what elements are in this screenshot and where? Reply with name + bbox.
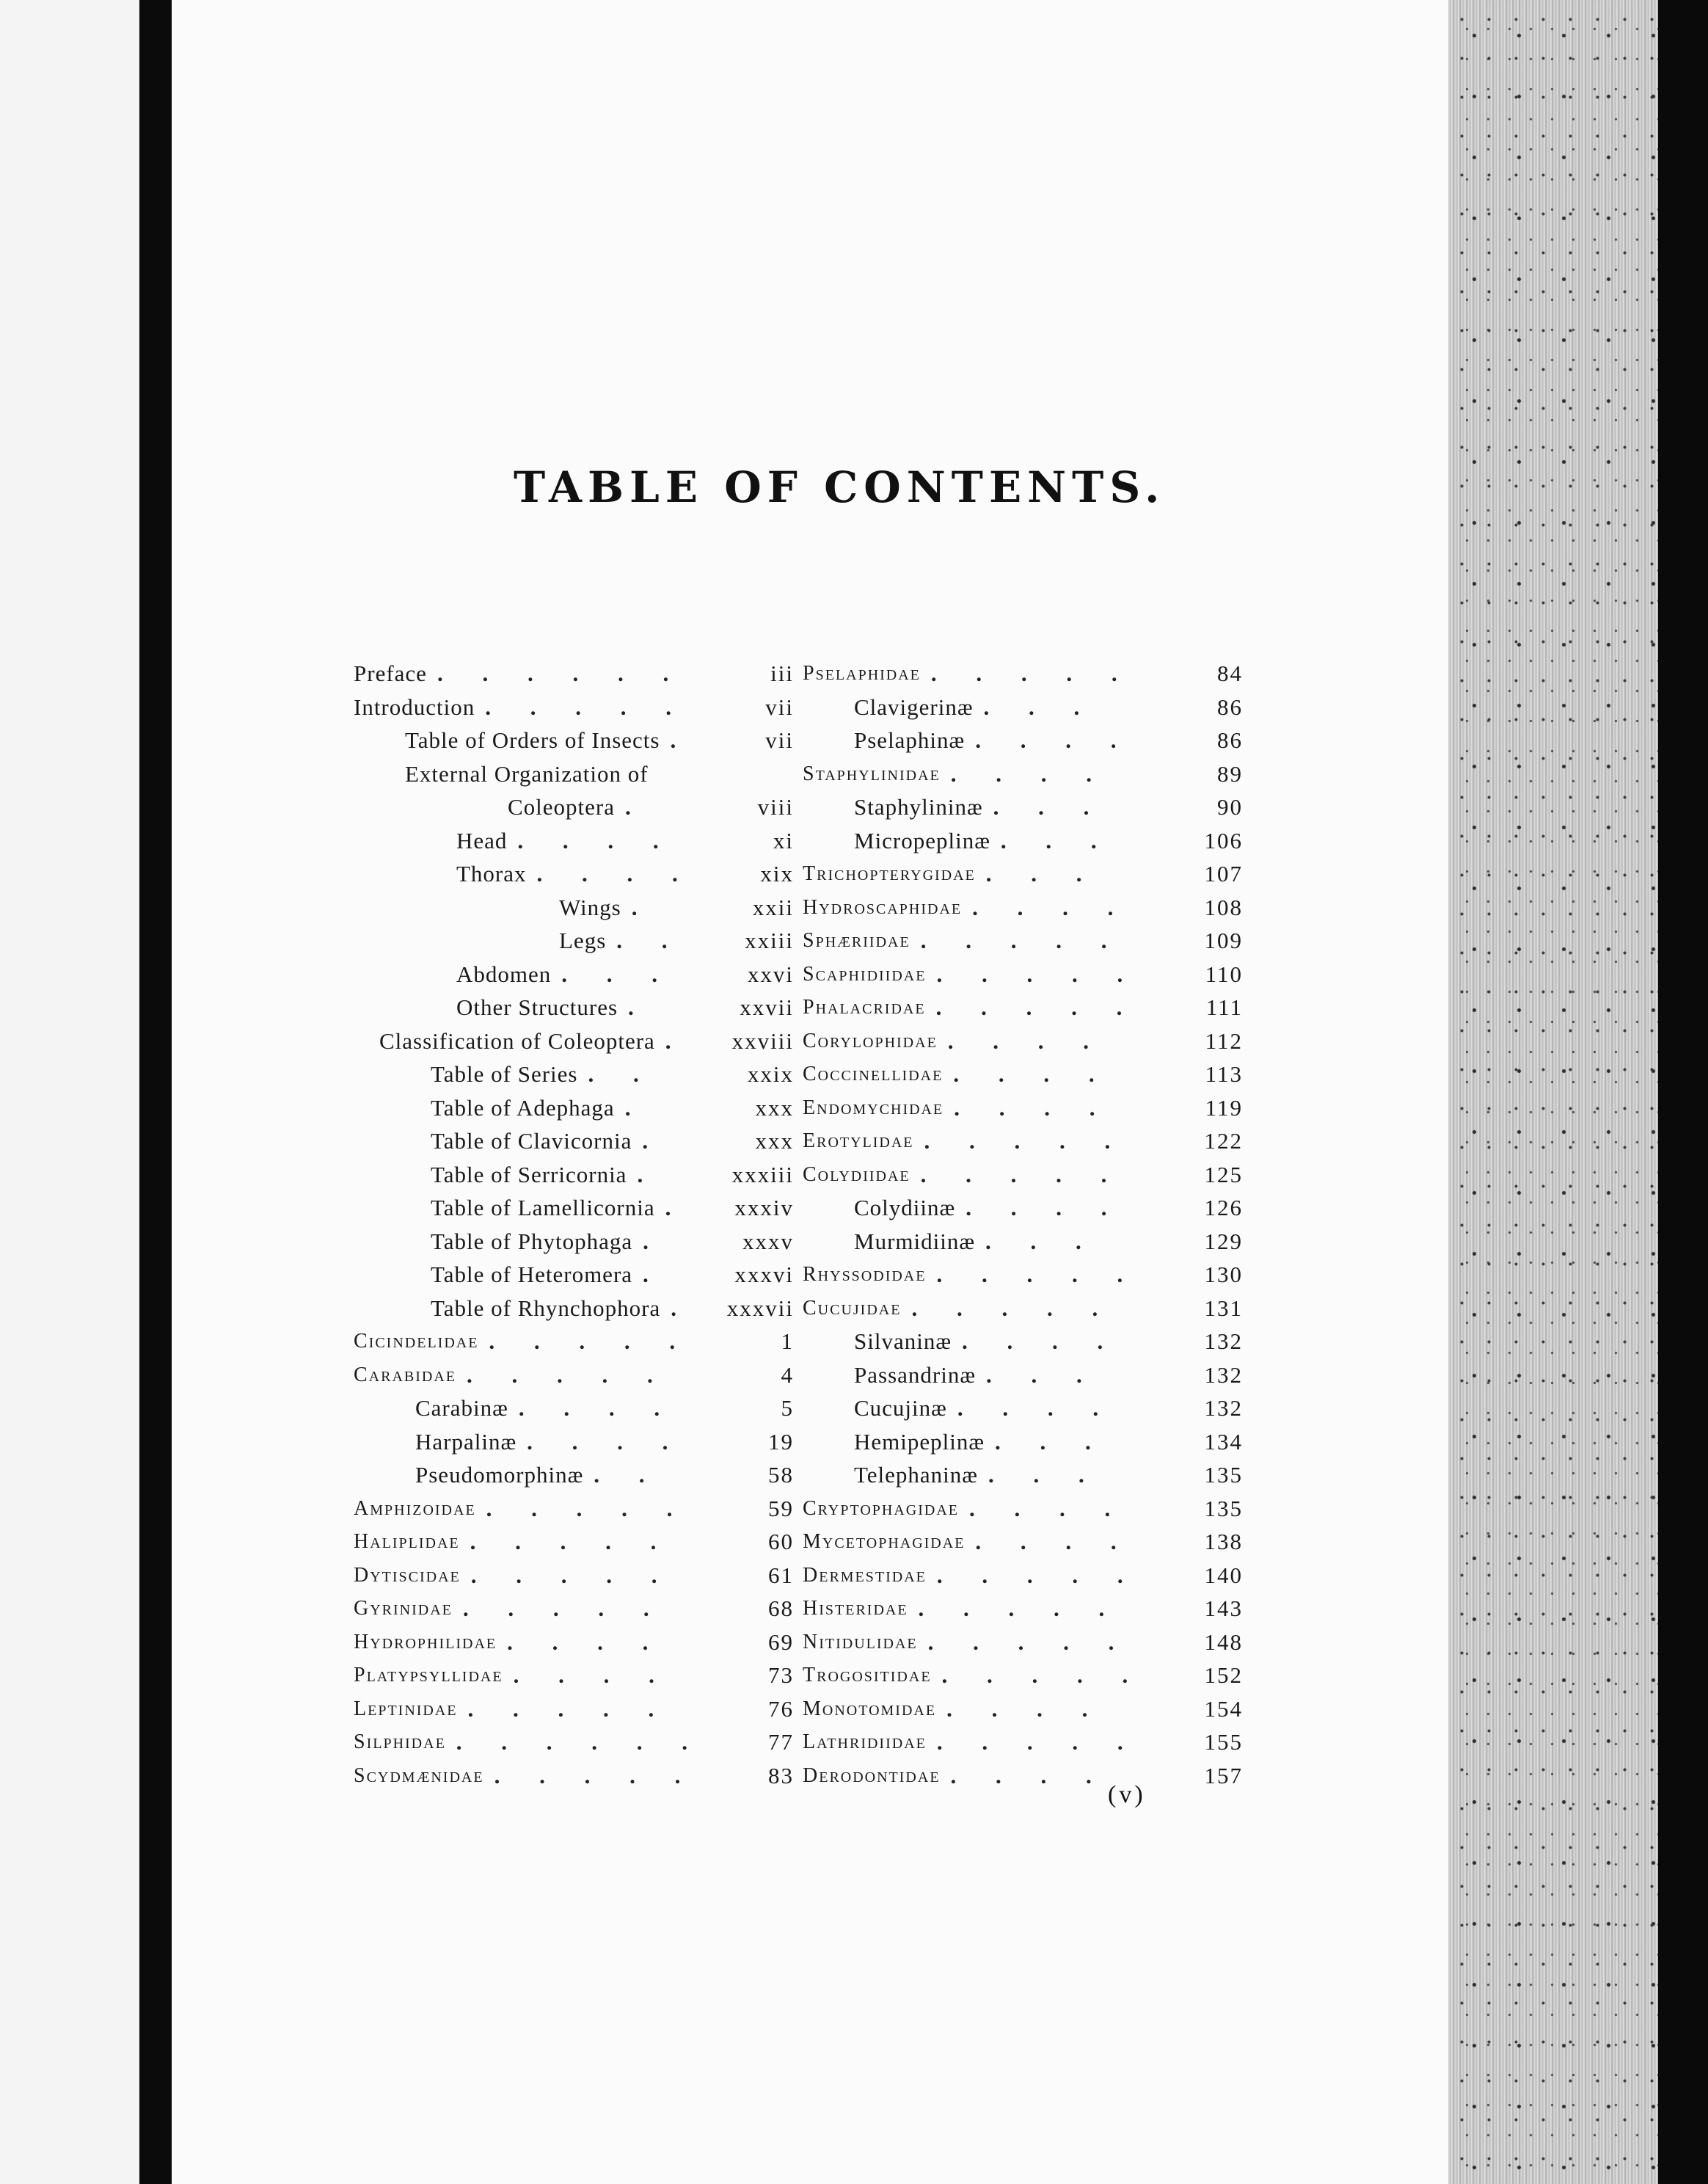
toc-page-number: 4	[781, 1361, 794, 1388]
toc-page-number: xi	[773, 827, 794, 853]
toc-family-label: Colydiidae	[803, 1162, 910, 1186]
leader-dots: . . . . .	[911, 1295, 1098, 1321]
toc-family-label: Cucujidae	[803, 1296, 902, 1320]
leader-dots: . . . .	[972, 894, 1114, 920]
toc-entry	[354, 757, 794, 791]
toc-entry	[354, 1759, 794, 1793]
leader-dots: . . . . .	[936, 1262, 1123, 1287]
toc-page-number: iii	[770, 660, 794, 686]
toc-family-label: Lathridiidae	[803, 1730, 927, 1753]
leader-dots: . . . . .	[467, 1695, 654, 1722]
toc-entry	[354, 857, 794, 891]
toc-entry	[354, 1091, 794, 1125]
toc-entry	[803, 1692, 1243, 1726]
leader-dots: . . . . .	[924, 1128, 1111, 1154]
toc-entry	[354, 1358, 794, 1392]
toc-page-number: 126	[1204, 1195, 1243, 1220]
toc-entry	[354, 1659, 794, 1692]
leader-dots: . . . . . .	[437, 660, 669, 686]
leader-dots: . . . . .	[485, 694, 671, 720]
toc-entry-label: Table of Rhynchophora	[431, 1295, 661, 1321]
toc-entry	[803, 1659, 1243, 1692]
toc-page-number: 125	[1204, 1161, 1243, 1187]
leader-dots: . .	[594, 1462, 645, 1488]
toc-page-number: 112	[1205, 1027, 1243, 1054]
toc-page-number: 135	[1204, 1462, 1243, 1488]
toc-entry-label: Table of Heteromera	[431, 1262, 633, 1287]
toc-family-label: Sphæriidae	[803, 929, 910, 952]
toc-page-number: 129	[1204, 1228, 1243, 1254]
toc-entry	[803, 1525, 1243, 1559]
toc-entry	[803, 657, 1243, 691]
toc-page-number: 77	[768, 1729, 794, 1755]
toc-entry	[354, 1225, 794, 1259]
toc-entry-label: Other Structures	[456, 994, 618, 1020]
leader-dots: . . . . .	[936, 961, 1123, 987]
leader-dots: . . . . .	[918, 1595, 1105, 1621]
toc-page-number: 130	[1204, 1262, 1243, 1287]
toc-entry	[354, 824, 794, 858]
toc-page-number: 90	[1217, 794, 1243, 820]
toc-entry	[354, 790, 794, 824]
toc-entry	[803, 958, 1243, 991]
toc-entry-label: Staphylininæ	[854, 794, 983, 820]
toc-page-number: 19	[768, 1428, 794, 1455]
toc-entry-label: Table of Serricornia	[431, 1161, 627, 1187]
leader-dots: .	[665, 1027, 671, 1054]
toc-family-label: Silphidae	[354, 1730, 446, 1753]
toc-entry-label: Passandrinæ	[854, 1361, 976, 1388]
leader-dots: .	[631, 894, 638, 920]
toc-page-number: 59	[768, 1495, 794, 1521]
toc-entry	[354, 891, 794, 925]
toc-page-number: 61	[768, 1562, 794, 1588]
toc-family-label: Trichopterygidae	[803, 862, 976, 885]
leader-dots: .	[665, 1195, 671, 1220]
leader-dots: . . . .	[950, 1762, 1092, 1788]
toc-page-number: 89	[1217, 760, 1243, 787]
toc-page-number: 134	[1204, 1428, 1243, 1455]
toc-page-number: 132	[1204, 1395, 1243, 1421]
toc-page-number: 108	[1204, 894, 1243, 920]
leader-dots: . . . .	[513, 1662, 654, 1688]
toc-page-number: viii	[757, 794, 794, 820]
toc-entry	[354, 1525, 794, 1559]
toc-family-label: Staphylinidae	[803, 762, 941, 785]
toc-entry-label: Table of Lamellicornia	[431, 1195, 655, 1220]
toc-entry	[803, 724, 1243, 757]
leader-dots: .	[625, 794, 631, 820]
toc-page-number: 58	[768, 1462, 794, 1488]
toc-entry-label: Telephaninæ	[854, 1462, 978, 1488]
toc-entry-label: Carabinæ	[415, 1395, 508, 1421]
toc-entry	[354, 1258, 794, 1292]
toc-page-number: 157	[1204, 1762, 1243, 1788]
toc-entry-label: Cucujinæ	[854, 1395, 947, 1421]
toc-page-number: 152	[1204, 1662, 1243, 1688]
toc-family-label: Histeridae	[803, 1597, 908, 1620]
leader-dots: . . . .	[947, 1027, 1090, 1054]
toc-page-number: 154	[1204, 1695, 1243, 1722]
toc-family-label: Gyrinidae	[354, 1597, 453, 1620]
toc-entry	[803, 1425, 1243, 1459]
leader-dots: . . . .	[957, 1395, 1099, 1421]
toc-entry	[354, 724, 794, 757]
toc-entry-label: Murmidiinæ	[854, 1228, 976, 1254]
toc-entry-label: Harpalinæ	[415, 1428, 517, 1455]
leader-dots: . . .	[986, 1361, 1082, 1388]
toc-page-number: xxiii	[745, 928, 794, 953]
toc-entry-label: Preface	[354, 660, 427, 686]
toc-entry	[803, 1358, 1243, 1392]
toc-family-label: Scaphidiidae	[803, 962, 927, 986]
toc-family-label: Platypsyllidae	[354, 1664, 503, 1686]
leader-dots: . . . . .	[489, 1328, 676, 1354]
toc-entry-label: Micropeplinæ	[854, 827, 990, 853]
leader-dots: . . .	[995, 1428, 1091, 1455]
leader-dots: . . . . .	[930, 660, 1117, 686]
toc-entry-label: Pselaphinæ	[854, 727, 966, 753]
leader-dots: . . . . .	[920, 928, 1107, 953]
leader-dots: . . .	[561, 961, 658, 987]
toc-entry	[803, 1759, 1243, 1793]
toc-family-label: Cryptophagidae	[803, 1496, 959, 1520]
toc-entry	[803, 1225, 1243, 1259]
toc-page-number: xxviii	[731, 1027, 794, 1054]
toc-page-number: 119	[1205, 1094, 1243, 1121]
leader-dots: . . . . .	[462, 1595, 649, 1621]
leader-dots: . . . .	[527, 1428, 668, 1455]
toc-page-number: 5	[781, 1395, 794, 1421]
toc-page-number: 76	[768, 1695, 794, 1722]
toc-page-number: 135	[1204, 1495, 1243, 1521]
toc-entry	[803, 891, 1243, 925]
toc-family-label: Endomychidae	[803, 1096, 944, 1119]
toc-family-label: Derodontidae	[803, 1763, 941, 1787]
toc-page-number: xxxiv	[734, 1195, 794, 1220]
leader-dots: . . .	[1000, 827, 1097, 853]
toc-family-label: Amphizoidae	[354, 1496, 476, 1520]
leader-dots: . . .	[985, 861, 1082, 887]
leader-dots: .	[628, 994, 634, 1020]
toc-page-number: xxxvi	[734, 1262, 794, 1287]
leader-dots: .	[637, 1161, 643, 1187]
toc-entry-label: Coleoptera	[508, 794, 616, 820]
toc-family-label: Nitidulidae	[803, 1630, 918, 1653]
toc-entry	[803, 757, 1243, 791]
toc-entry-label: Clavigerinæ	[854, 694, 974, 720]
toc-family-label: Hydroscaphidae	[803, 895, 963, 919]
toc-page-number: 73	[768, 1662, 794, 1688]
leader-dots: . . . . .	[936, 1729, 1123, 1755]
toc-entry	[354, 1191, 794, 1225]
toc-page-number: xxii	[752, 894, 794, 920]
toc-entry-label: Head	[456, 827, 508, 853]
leader-dots: . . . .	[969, 1495, 1111, 1521]
toc-entry	[803, 991, 1243, 1024]
toc-entry	[354, 1559, 794, 1592]
page-title: TABLE OF CONTENTS.	[514, 462, 1166, 512]
toc-family-label: Carabidae	[354, 1363, 457, 1386]
toc-family-label: Hydrophilidae	[354, 1630, 497, 1653]
toc-entry	[354, 1592, 794, 1626]
toc-family-label: Corylophidae	[803, 1029, 938, 1052]
toc-entry	[354, 691, 794, 724]
toc-page-number: 107	[1204, 861, 1243, 887]
toc-page-number: 86	[1217, 694, 1243, 720]
toc-page-number: 60	[768, 1529, 794, 1554]
toc-entry	[803, 1191, 1243, 1225]
toc-entry	[354, 1391, 794, 1425]
leader-dots: . . . . .	[920, 1161, 1107, 1187]
toc-family-label: Haliplidae	[354, 1530, 460, 1553]
toc-page-number: 140	[1204, 1562, 1243, 1588]
toc-entry	[803, 1492, 1243, 1526]
toc-family-label: Dytiscidae	[354, 1563, 461, 1587]
toc-page-number: 83	[768, 1762, 794, 1788]
leader-dots: . . . .	[946, 1695, 1088, 1722]
toc-page-number: xxx	[755, 1094, 794, 1121]
leader-dots: . . . . .	[936, 1562, 1123, 1588]
leader-dots: . . . .	[975, 1529, 1117, 1554]
toc-entry	[803, 1292, 1243, 1325]
toc-entry-label: Introduction	[354, 694, 475, 720]
leader-dots: . .	[616, 928, 668, 953]
contents-column-left	[354, 657, 794, 1792]
leader-dots: . . .	[983, 694, 1080, 720]
toc-entry	[803, 1124, 1243, 1158]
toc-entry	[354, 1058, 794, 1091]
toc-entry	[803, 824, 1243, 858]
toc-page-number: 109	[1204, 928, 1243, 953]
book-gutter	[139, 0, 172, 2184]
toc-page-number: 68	[768, 1595, 794, 1621]
toc-family-label: Coccinellidae	[803, 1063, 944, 1085]
toc-entry	[803, 857, 1243, 891]
leader-dots: . . . .	[518, 1395, 660, 1421]
leader-dots: . . . . .	[467, 1361, 653, 1388]
leader-dots: .	[670, 727, 676, 753]
facing-page	[0, 0, 139, 2184]
toc-page-number: xxxiii	[731, 1161, 794, 1187]
leader-dots: . . . .	[536, 861, 678, 887]
toc-entry-label: Colydiinæ	[854, 1195, 956, 1220]
toc-entry	[803, 1024, 1243, 1058]
toc-entry	[803, 1058, 1243, 1091]
toc-page-number: 122	[1204, 1128, 1243, 1154]
toc-family-label: Cicindelidae	[354, 1330, 479, 1353]
toc-entry	[803, 1158, 1243, 1192]
toc-page-number: 1	[781, 1328, 794, 1354]
toc-entry	[354, 1292, 794, 1325]
toc-family-label: Rhyssodidae	[803, 1263, 927, 1286]
toc-entry	[354, 1458, 794, 1492]
toc-entry	[803, 691, 1243, 724]
toc-family-label: Phalacridae	[803, 996, 926, 1019]
toc-entry	[354, 1124, 794, 1158]
toc-entry	[803, 1091, 1243, 1125]
toc-entry-label: Table of Series	[431, 1061, 578, 1087]
toc-entry	[803, 1592, 1243, 1626]
leader-dots: . . . .	[962, 1328, 1103, 1354]
toc-page-number: vii	[765, 727, 794, 753]
toc-entry	[354, 1692, 794, 1726]
toc-entry-label: Table of Adephaga	[431, 1094, 615, 1121]
toc-entry-label: Legs	[559, 928, 607, 953]
toc-entry	[803, 924, 1243, 958]
toc-family-label: Dermestidae	[803, 1563, 927, 1587]
toc-entry-label: Hemipeplinæ	[854, 1428, 985, 1455]
toc-entry-label: Table of Orders of Insects	[405, 727, 660, 753]
toc-page-number: vii	[765, 694, 794, 720]
leader-dots: . .	[588, 1061, 639, 1087]
toc-entry	[354, 1626, 794, 1659]
toc-page-number: 132	[1204, 1361, 1243, 1388]
toc-page-number: 106	[1204, 827, 1243, 853]
toc-page-number: 148	[1204, 1628, 1243, 1655]
toc-page-number: 86	[1217, 727, 1243, 753]
leader-dots: . . . .	[517, 827, 659, 853]
toc-entry	[354, 958, 794, 991]
leader-dots: . . . .	[953, 1061, 1095, 1087]
leader-dots: .	[671, 1295, 676, 1321]
toc-entry-label: Table of Clavicornia	[431, 1128, 632, 1154]
toc-page-number: xxix	[747, 1061, 794, 1087]
toc-entry	[803, 1626, 1243, 1659]
contents-column-right	[803, 657, 1243, 1792]
toc-family-label: Scydmænidae	[354, 1763, 484, 1787]
toc-entry	[354, 1325, 794, 1358]
toc-page-number: 113	[1205, 1061, 1243, 1087]
toc-entry	[354, 1024, 794, 1058]
toc-family-label: Trogositidae	[803, 1664, 932, 1686]
leader-dots: . . . . .	[470, 1529, 657, 1554]
leader-dots: .	[624, 1094, 631, 1121]
toc-entry	[354, 991, 794, 1024]
toc-entry-label: Thorax	[456, 861, 527, 887]
toc-entry	[354, 1492, 794, 1526]
toc-family-label: Erotylidae	[803, 1129, 914, 1152]
toc-family-label: Leptinidae	[354, 1697, 458, 1720]
toc-entry-label: Pseudomorphinæ	[415, 1462, 584, 1488]
leader-dots: . . . . . .	[456, 1729, 688, 1755]
leader-dots: . . . .	[966, 1195, 1107, 1220]
toc-entry	[803, 1559, 1243, 1592]
toc-page-number: xxxvii	[726, 1295, 794, 1321]
leader-dots: . . . .	[950, 760, 1092, 787]
toc-family-label: Pselaphidae	[803, 662, 921, 685]
leader-dots: . . . . .	[486, 1495, 673, 1521]
toc-entry	[803, 1325, 1243, 1358]
leader-dots: .	[643, 1228, 649, 1254]
toc-entry-label: Table of Phytophaga	[431, 1228, 633, 1254]
leader-dots: .	[642, 1128, 649, 1154]
leader-dots: . . .	[985, 1228, 1081, 1254]
toc-entry	[803, 1458, 1243, 1492]
toc-entry-label: Silvaninæ	[854, 1328, 952, 1354]
leader-dots: . . . . .	[470, 1562, 657, 1588]
leader-dots: . . . . .	[935, 994, 1123, 1020]
toc-page-number: 131	[1204, 1295, 1243, 1321]
toc-entry	[803, 1725, 1243, 1759]
leader-dots: . . . .	[975, 727, 1117, 753]
toc-page-number: 155	[1204, 1729, 1243, 1755]
toc-entry	[354, 657, 794, 691]
toc-entry	[803, 1258, 1243, 1292]
toc-entry	[803, 790, 1243, 824]
leader-dots: . . . . .	[941, 1662, 1128, 1688]
leader-dots: . . . . .	[927, 1628, 1114, 1655]
leader-dots: . . . . .	[494, 1762, 681, 1788]
toc-page-number: xxvi	[747, 961, 794, 987]
toc-page-number: 143	[1204, 1595, 1243, 1621]
toc-entry	[354, 924, 794, 958]
toc-entry	[354, 1725, 794, 1759]
toc-family-label: Monotomidae	[803, 1697, 937, 1720]
leader-dots: . . .	[993, 794, 1090, 820]
toc-page-number: xxxv	[742, 1228, 794, 1254]
page-folio: (v)	[1108, 1781, 1146, 1808]
toc-page-number: 110	[1205, 961, 1243, 987]
toc-entry-label: Wings	[559, 894, 621, 920]
toc-page-number: 69	[768, 1628, 794, 1655]
leader-dots: . . .	[988, 1462, 1084, 1488]
toc-entry	[803, 1391, 1243, 1425]
scan-border	[1658, 0, 1708, 2184]
toc-page-number: 138	[1204, 1529, 1243, 1554]
toc-page-number: 132	[1204, 1328, 1243, 1354]
toc-entry-label: Classification of Coleoptera	[379, 1027, 655, 1054]
toc-page-number: 111	[1205, 994, 1243, 1020]
toc-entry	[354, 1425, 794, 1459]
leader-dots: . . . .	[507, 1628, 649, 1655]
toc-page-number: xix	[760, 861, 794, 887]
leader-dots: . . . .	[954, 1094, 1095, 1121]
toc-page-number: xxvii	[740, 994, 794, 1020]
toc-family-label: Mycetophagidae	[803, 1530, 966, 1553]
toc-entry-label: Abdomen	[456, 961, 552, 987]
toc-entry-label: External Organization of	[405, 760, 649, 787]
toc-page-number: xxx	[755, 1128, 794, 1154]
leader-dots: .	[643, 1262, 649, 1287]
toc-entry	[354, 1158, 794, 1192]
toc-page-number: 84	[1217, 660, 1243, 686]
